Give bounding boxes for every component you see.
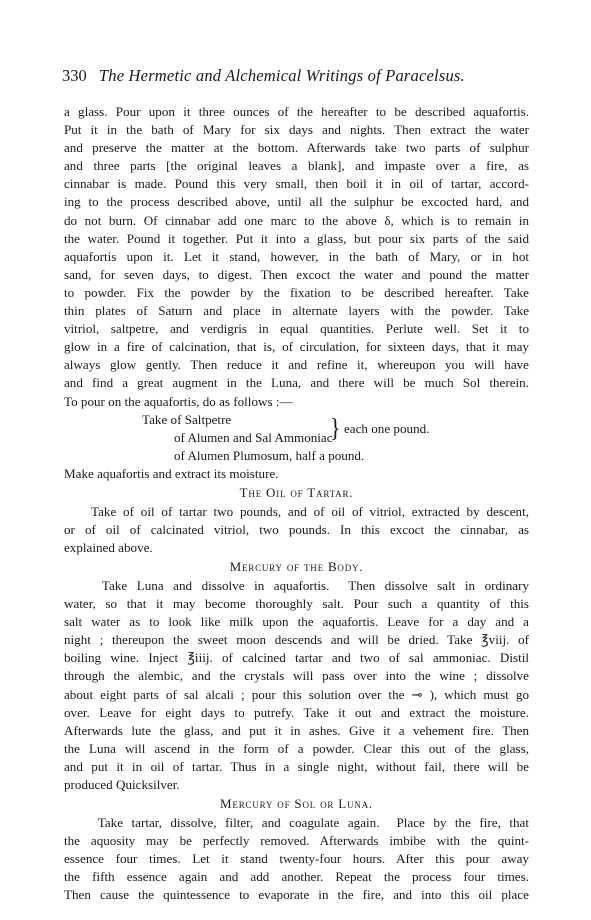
text-line: and preserve the matter at the bottom. Afterwards take two parts of sulphur <box>64 140 529 156</box>
text-line: boiling wine. Inject ℥iiij. of calcined tartar and two of sal ammoniac. Distil <box>64 650 529 666</box>
recipe-quantity: each one pound. <box>344 420 430 436</box>
section-heading-mercury-of-body: Mercury of the Body. <box>229 558 364 574</box>
text-line: and put it in oil of tartar. Thus in a single night, without fail, there will be <box>64 758 529 774</box>
text-line: aquafortis upon it. Let it stand, however, in the bath of Mary, or in hot <box>64 248 529 264</box>
text-line: a glass. Pour upon it three ounces of the hereafter to be described aquafortis. <box>64 104 529 119</box>
text-line: Take tartar, dissolve, filter, and coagulate again. Place by the fire, that <box>64 815 529 831</box>
paragraph-1 <box>64 103 529 411</box>
brace-glyph: } <box>330 411 341 442</box>
text-line: Afterwards lute the glass, and put it in ashes. Give it a vehement fire. Then <box>64 722 529 738</box>
running-header <box>62 66 532 86</box>
text-line: Take of oil of tartar two pounds, and of oil of vitriol, extracted by descent, <box>64 503 529 519</box>
recipe-line-1: Take of Saltpetre <box>142 411 232 427</box>
section-heading-mercury-of-sol: Mercury of Sol or Luna. <box>220 796 373 812</box>
text-line: explained above. <box>64 539 153 555</box>
text-line: to powder. Fix the powder by the fixation to be described hereafter. Take <box>64 284 529 300</box>
text-line: thin plates of Saturn and place in alternate layers with the powder. Take <box>64 303 529 319</box>
text-line: salt water as to look like milk upon the aquafortis. Leave for a day and a <box>64 614 529 630</box>
text-line: the Luna will ascend in the form of a powder. Clear this out of the glass, <box>64 740 529 756</box>
text-line: sand, for seven days, to digest. Then excoct the water and pound the matter <box>64 266 529 282</box>
text-line: Take Luna and dissolve in aquafortis. Then dissolve salt in ordinary <box>64 577 529 593</box>
text-line: Put it in the bath of Mary for six days and nights. Then extract the water <box>64 122 529 138</box>
page-body <box>64 103 529 905</box>
text-line: through the alembic, and the crystals will pass over into the wine ; dissolve <box>64 668 529 684</box>
recipe-line-2: of Alumen and Sal Ammoniac <box>174 429 333 445</box>
text-line: ing to the process described above, until all the sulphur be excocted hard, and <box>64 194 529 210</box>
text-line: vitriol, saltpetre, and verdigris in equal quantities. Perlute well. Set it to <box>64 321 529 337</box>
text-line: over. Leave for eight days to putrefy. Take it out and extract the moisture. <box>64 704 529 720</box>
text-line: the aquosity may be perfectly removed. Afterwards imbibe with the quint- <box>64 833 529 849</box>
text-line: To pour on the aquafortis, do as follows :— <box>64 393 293 409</box>
text-line: the fifth essence again and add another. Repeat the process four times. <box>64 869 529 885</box>
text-line: Then cause the quintessence to evaporate in the fire, and into this oil place <box>64 887 529 903</box>
text-line: the water. Pound it together. Put it into a glass, but pour six parts of the said <box>64 230 529 246</box>
text-line: and find a great augment in the Luna, and there will be much Sol therein. <box>64 375 529 391</box>
text-line: water, so that it may become thoroughly salt. Pour such a quantity of this <box>64 596 529 612</box>
recipe-line-3: of Alumen Plumosum, half a pound. <box>174 447 365 463</box>
text-line: always glow gently. Then reduce it and refine it, whereupon you will have <box>64 357 529 373</box>
section-mercury-of-sol <box>64 814 529 904</box>
section-mercury-of-body <box>64 577 529 794</box>
text-line: glow in a fire of calcination, that is, of circulation, for sixteen days, that it may <box>64 339 529 355</box>
text-line: and three parts [the original leaves a blank], and impaste over a fire, as <box>64 158 529 174</box>
page-number: 330 <box>62 66 87 85</box>
text-line: cinnabar is made. Pound this very small, then boil it in oil of tartar, accord- <box>64 176 529 192</box>
text-line: do not burn. Of cinnabar add one marc to the above δ, which is to remain in <box>64 212 529 228</box>
section-heading-oil-of-tartar: The Oil of Tartar. <box>239 484 354 500</box>
text-line: essence four times. Let it stand twenty-four hours. After this pour away <box>64 851 529 867</box>
text-line: about eight parts of sal alcali ; pour this solution over the ⊸ ), which must go <box>64 686 529 702</box>
text-line: or of oil of calcinated vitriol, two pounds. In this excoct the cinnabar, as <box>64 521 529 537</box>
section-oil-of-tartar <box>64 503 529 557</box>
running-title: The Hermetic and Alchemical Writings of Paracelsus. <box>98 66 465 85</box>
recipe-block <box>64 411 529 465</box>
text-line: night ; thereupon the sweet moon descends and will be dried. Take ℥viij. of <box>64 632 529 648</box>
paragraph-1-closing: Make aquafortis and extract its moisture. <box>64 465 279 481</box>
text-line: produced Quicksilver. <box>64 777 180 792</box>
